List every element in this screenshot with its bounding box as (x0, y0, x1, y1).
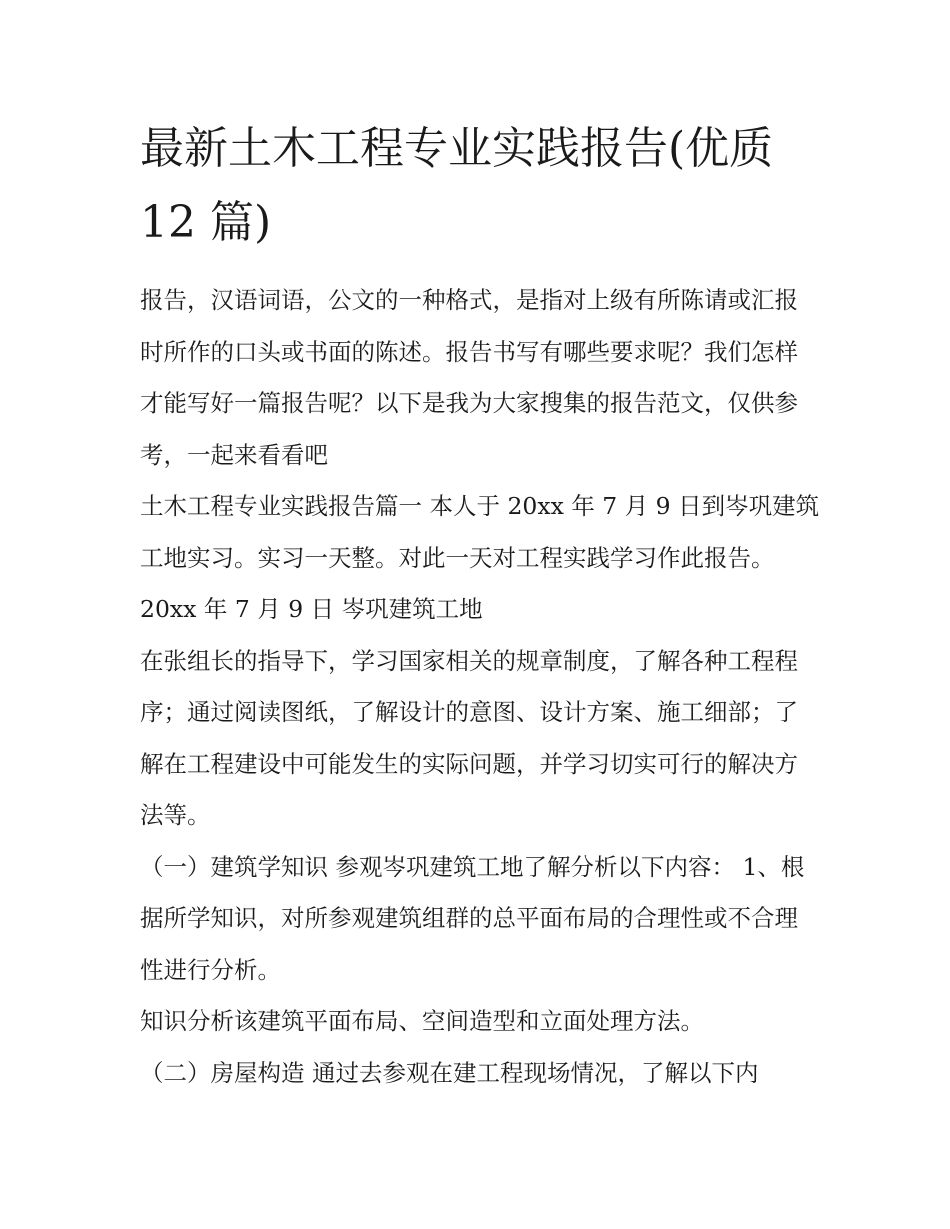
paragraph-architecture: （一）建筑学知识 参观岑巩建筑工地了解分析以下内容： 1、根据所学知识，对所参观建筑组群的总平面布局的合理性或不合理性进行分析。 (140, 852, 805, 984)
paragraph-intro: 报告，汉语词语，公文的一种格式，是指对上级有所陈请或汇报时所作的口头或书面的陈述。报告书写有哪些要求呢？我们怎样才能写好一篇报告呢？以下是我为大家搜集的报告范文，仅供参考，一起来看看吧 (140, 286, 798, 469)
paragraph-construction: （二）房屋构造 通过去参观在建工程现场情况，了解以下内 (140, 1058, 759, 1087)
document-title: 最新土木工程专业实践报告(优质 12 篇) (140, 123, 774, 248)
paragraph-guidance: 在张组长的指导下，学习国家相关的规章制度，了解各种工程程序；通过阅读图纸，了解设计的意图、设计方案、施工细部；了解在工程建设中可能发生的实际问题，并学习切实可行的解决方法等。 (140, 646, 798, 829)
paragraph-analysis: 知识分析该建筑平面布局、空间造型和立面处理方法。 (140, 1007, 704, 1035)
document-body (140, 275, 820, 1099)
paragraph-report-one: 土木工程专业实践报告篇一 本人于 20xx 年 7 月 9 日到岑巩建筑工地实习。实习一天整。对此一天对工程实践学习作此报告。 20xx 年 7 月 9 日 岑巩建筑工地 (140, 492, 820, 623)
